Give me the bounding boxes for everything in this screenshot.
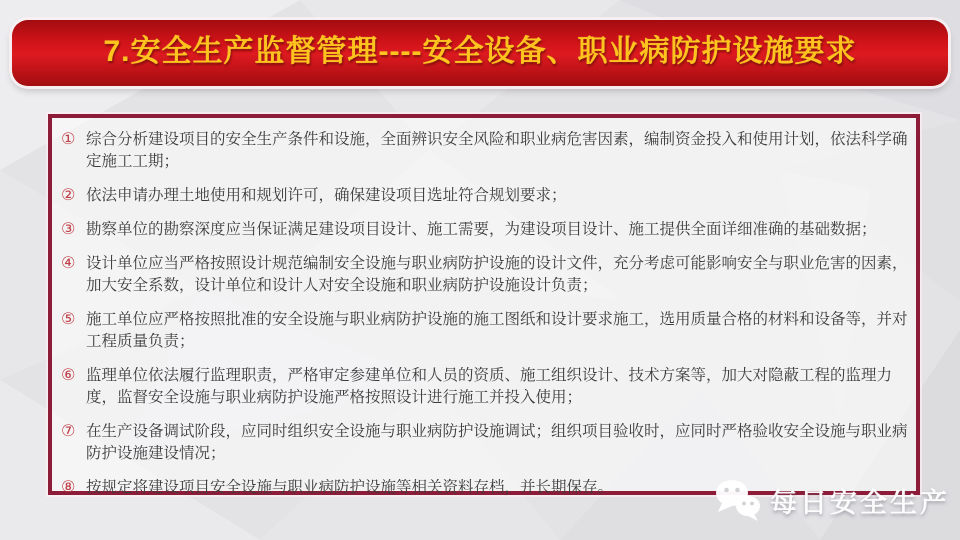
item-number: ④	[61, 255, 76, 272]
item-text: 依法申请办理土地使用和规划许可，确保建设项目选址符合规划要求；	[86, 187, 567, 204]
list-item	[61, 309, 910, 353]
item-number: ⑧	[61, 479, 76, 496]
list-item	[61, 365, 910, 409]
item-number: ⑥	[61, 367, 76, 384]
slide-title: 7.安全生产监督管理----安全设备、职业病防护设施要求	[103, 35, 857, 68]
item-text: 在生产设备调试阶段，应同时组织安全设施与职业病防护设施调试；组织项目验收时，应同时严格验收安全设施与职业病防护设施建设情况；	[86, 423, 908, 462]
item-text: 勘察单位的勘察深度应当保证满足建设项目设计、施工需要，为建设项目设计、施工提供全面详细准确的基础数据；	[86, 221, 877, 238]
item-text: 按规定将建设项目安全设施与职业病防护设施等相关资料存档，并长期保存。	[86, 479, 614, 496]
item-text: 综合分析建设项目的安全生产条件和设施，全面辨识安全风险和职业病危害因素，编制资金投入和使用计划，依法科学确定施工工期；	[86, 131, 908, 170]
content-panel	[48, 114, 920, 495]
item-text: 施工单位应严格按照批准的安全设施与职业病防护设施的施工图纸和设计要求施工，选用质量合格的材料和设备等，并对工程质量负责；	[86, 311, 908, 350]
title-banner	[12, 20, 948, 86]
item-number: ⑦	[61, 423, 76, 440]
item-number: ②	[61, 187, 76, 204]
watermark	[713, 478, 950, 522]
watermark-label: 每日安全生产	[770, 487, 950, 518]
item-text: 监理单位依法履行监理职责，严格审定参建单位和人员的资质、施工组织设计、技术方案等，加大对隐蔽工程的监理力度，监督安全设施与职业病防护设施严格按照设计进行施工并投入使用；	[86, 367, 893, 406]
list-item	[61, 253, 910, 297]
list-item	[61, 185, 910, 207]
item-number: ①	[61, 131, 76, 148]
list-item	[61, 421, 910, 465]
list-item	[61, 219, 910, 241]
item-number: ⑤	[61, 311, 76, 328]
wechat-icon	[713, 478, 763, 522]
item-number: ③	[61, 221, 76, 238]
list-item	[61, 129, 910, 173]
item-text: 设计单位应当严格按照设计规范编制安全设施与职业病防护设施的设计文件，充分考虑可能影响安全与职业危害的因素，加大安全系数，设计单位和设计人对安全设施和职业病防护设施设计负责；	[86, 255, 908, 294]
